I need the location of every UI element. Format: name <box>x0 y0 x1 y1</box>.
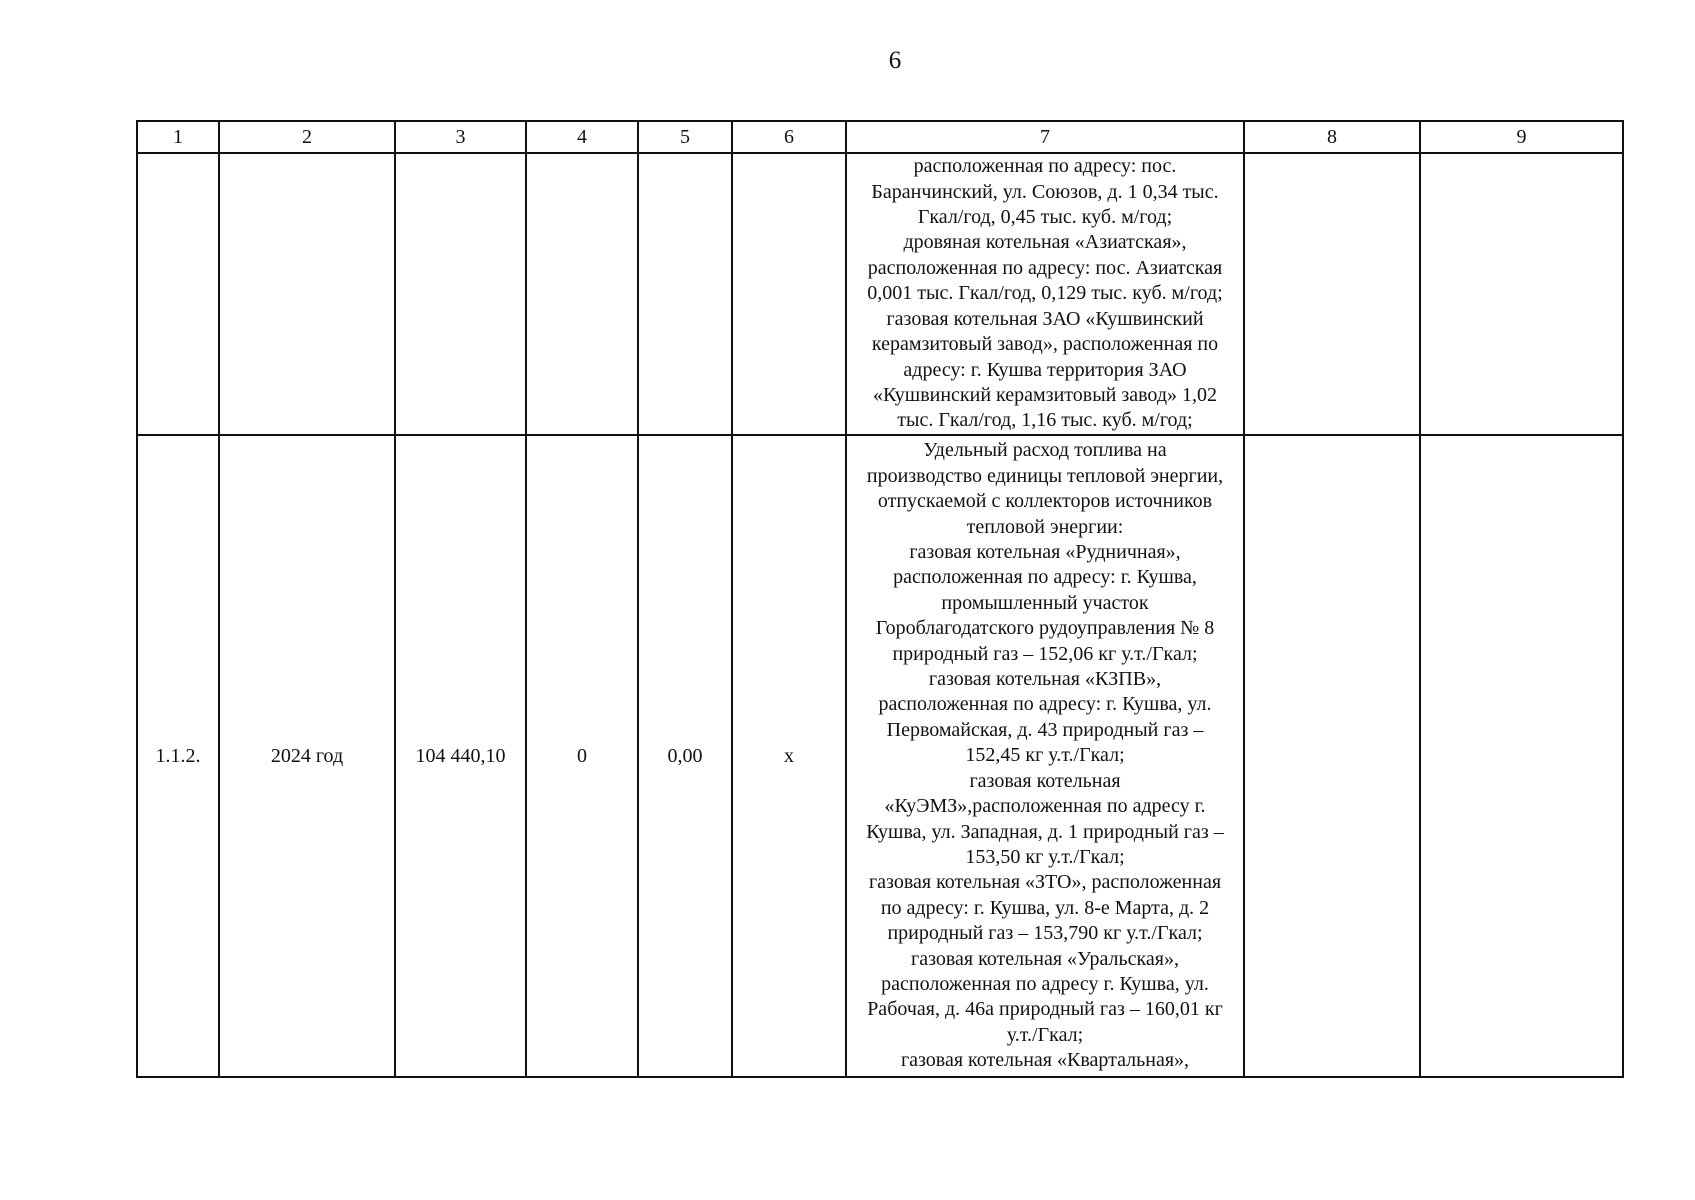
table-row <box>137 153 1623 435</box>
cell-col6: х <box>732 435 846 1077</box>
description-line: тыс. Гкал/год, 1,16 тыс. куб. м/год; <box>897 409 1193 432</box>
header-cell-6: 6 <box>732 121 846 153</box>
cell-col8 <box>1244 435 1420 1077</box>
description-line: газовая котельная «Уральская», <box>911 947 1179 970</box>
cell-col4: 0 <box>526 435 638 1077</box>
header-cell-9: 9 <box>1420 121 1623 153</box>
description-line: Первомайская, д. 43 природный газ – <box>886 718 1204 741</box>
description-line: расположенная по адресу г. Кушва, ул. <box>881 972 1209 995</box>
description-line: «Кушвинский керамзитовый завод» 1,02 <box>872 383 1218 406</box>
description-line: Кушва, ул. Западная, д. 1 природный газ – <box>866 820 1224 843</box>
description-line: тепловой энергии: <box>966 515 1124 538</box>
description-line: адресу: г. Кушва территория ЗАО <box>903 358 1187 381</box>
cell-col8 <box>1244 153 1420 435</box>
header-cell-2: 2 <box>219 121 395 153</box>
cell-amount: 104 440,10 <box>395 435 526 1077</box>
header-cell-7: 7 <box>846 121 1244 153</box>
description-line: газовая котельная <box>969 769 1121 792</box>
header-cell-8: 8 <box>1244 121 1420 153</box>
cell-col5 <box>638 153 732 435</box>
description-line: расположенная по адресу: г. Кушва, <box>893 566 1197 589</box>
cell-col6 <box>732 153 846 435</box>
cell-amount <box>395 153 526 435</box>
description-line: «КуЭМЗ»,расположенная по адресу г. <box>884 795 1206 818</box>
cell-year: 2024 год <box>219 435 395 1077</box>
cell-description <box>846 153 1244 435</box>
header-cell-1: 1 <box>137 121 219 153</box>
description-line: природный газ – 153,790 кг у.т./Гкал; <box>887 922 1203 945</box>
description-line: керамзитовый завод», расположенная по <box>871 333 1219 356</box>
description-line: расположенная по адресу: г. Кушва, ул. <box>878 693 1212 716</box>
description-line: газовая котельная ЗАО «Кушвинский <box>886 307 1204 330</box>
description-line: газовая котельная «КЗПВ», <box>928 668 1162 691</box>
description-line: газовая котельная «ЗТО», расположенная <box>868 871 1222 894</box>
cell-year <box>219 153 395 435</box>
cell-col9 <box>1420 435 1623 1077</box>
table-header-row <box>137 121 1623 153</box>
cell-description <box>846 435 1244 1077</box>
description-line: 153,50 кг у.т./Гкал; <box>965 845 1125 868</box>
description-line: у.т./Гкал; <box>1006 1023 1084 1046</box>
description-line: Удельный расход топлива на <box>923 439 1167 462</box>
description-line: дровяная котельная «Азиатская», <box>903 231 1187 254</box>
description-line: отпускаемой с коллекторов источников <box>877 490 1213 513</box>
header-cell-3: 3 <box>395 121 526 153</box>
cell-number <box>137 153 219 435</box>
header-cell-5: 5 <box>638 121 732 153</box>
description-line: расположенная по адресу: пос. <box>913 155 1177 178</box>
cell-col5: 0,00 <box>638 435 732 1077</box>
description-line: Гороблагодатского рудоуправления № 8 <box>875 617 1215 640</box>
description-line: Гкал/год, 0,45 тыс. куб. м/год; <box>917 206 1173 229</box>
description-line: газовая котельная «Рудничная», <box>909 541 1181 564</box>
description-line: Рабочая, д. 46а природный газ – 160,01 кг <box>867 998 1223 1021</box>
description-line: 0,001 тыс. Гкал/год, 0,129 тыс. куб. м/год; <box>867 282 1223 305</box>
description-line: по адресу: г. Кушва, ул. 8-е Марта, д. 2 <box>880 896 1210 919</box>
description-line: расположенная по адресу: пос. Азиатская <box>867 256 1223 279</box>
page-number: 6 <box>888 47 902 74</box>
description-line: 152,45 кг у.т./Гкал; <box>965 744 1125 767</box>
table-row <box>137 435 1623 1077</box>
description-line: природный газ – 152,06 кг у.т./Гкал; <box>892 642 1198 665</box>
cell-col4 <box>526 153 638 435</box>
cell-col9 <box>1420 153 1623 435</box>
description-line: Баранчинский, ул. Союзов, д. 1 0,34 тыс. <box>871 180 1219 203</box>
cell-number: 1.1.2. <box>137 435 219 1077</box>
data-table <box>136 120 1624 1078</box>
header-cell-4: 4 <box>526 121 638 153</box>
description-line: производство единицы тепловой энергии, <box>866 464 1224 487</box>
description-line: промышленный участок <box>941 591 1149 614</box>
description-line: газовая котельная «Квартальная», <box>900 1049 1190 1072</box>
